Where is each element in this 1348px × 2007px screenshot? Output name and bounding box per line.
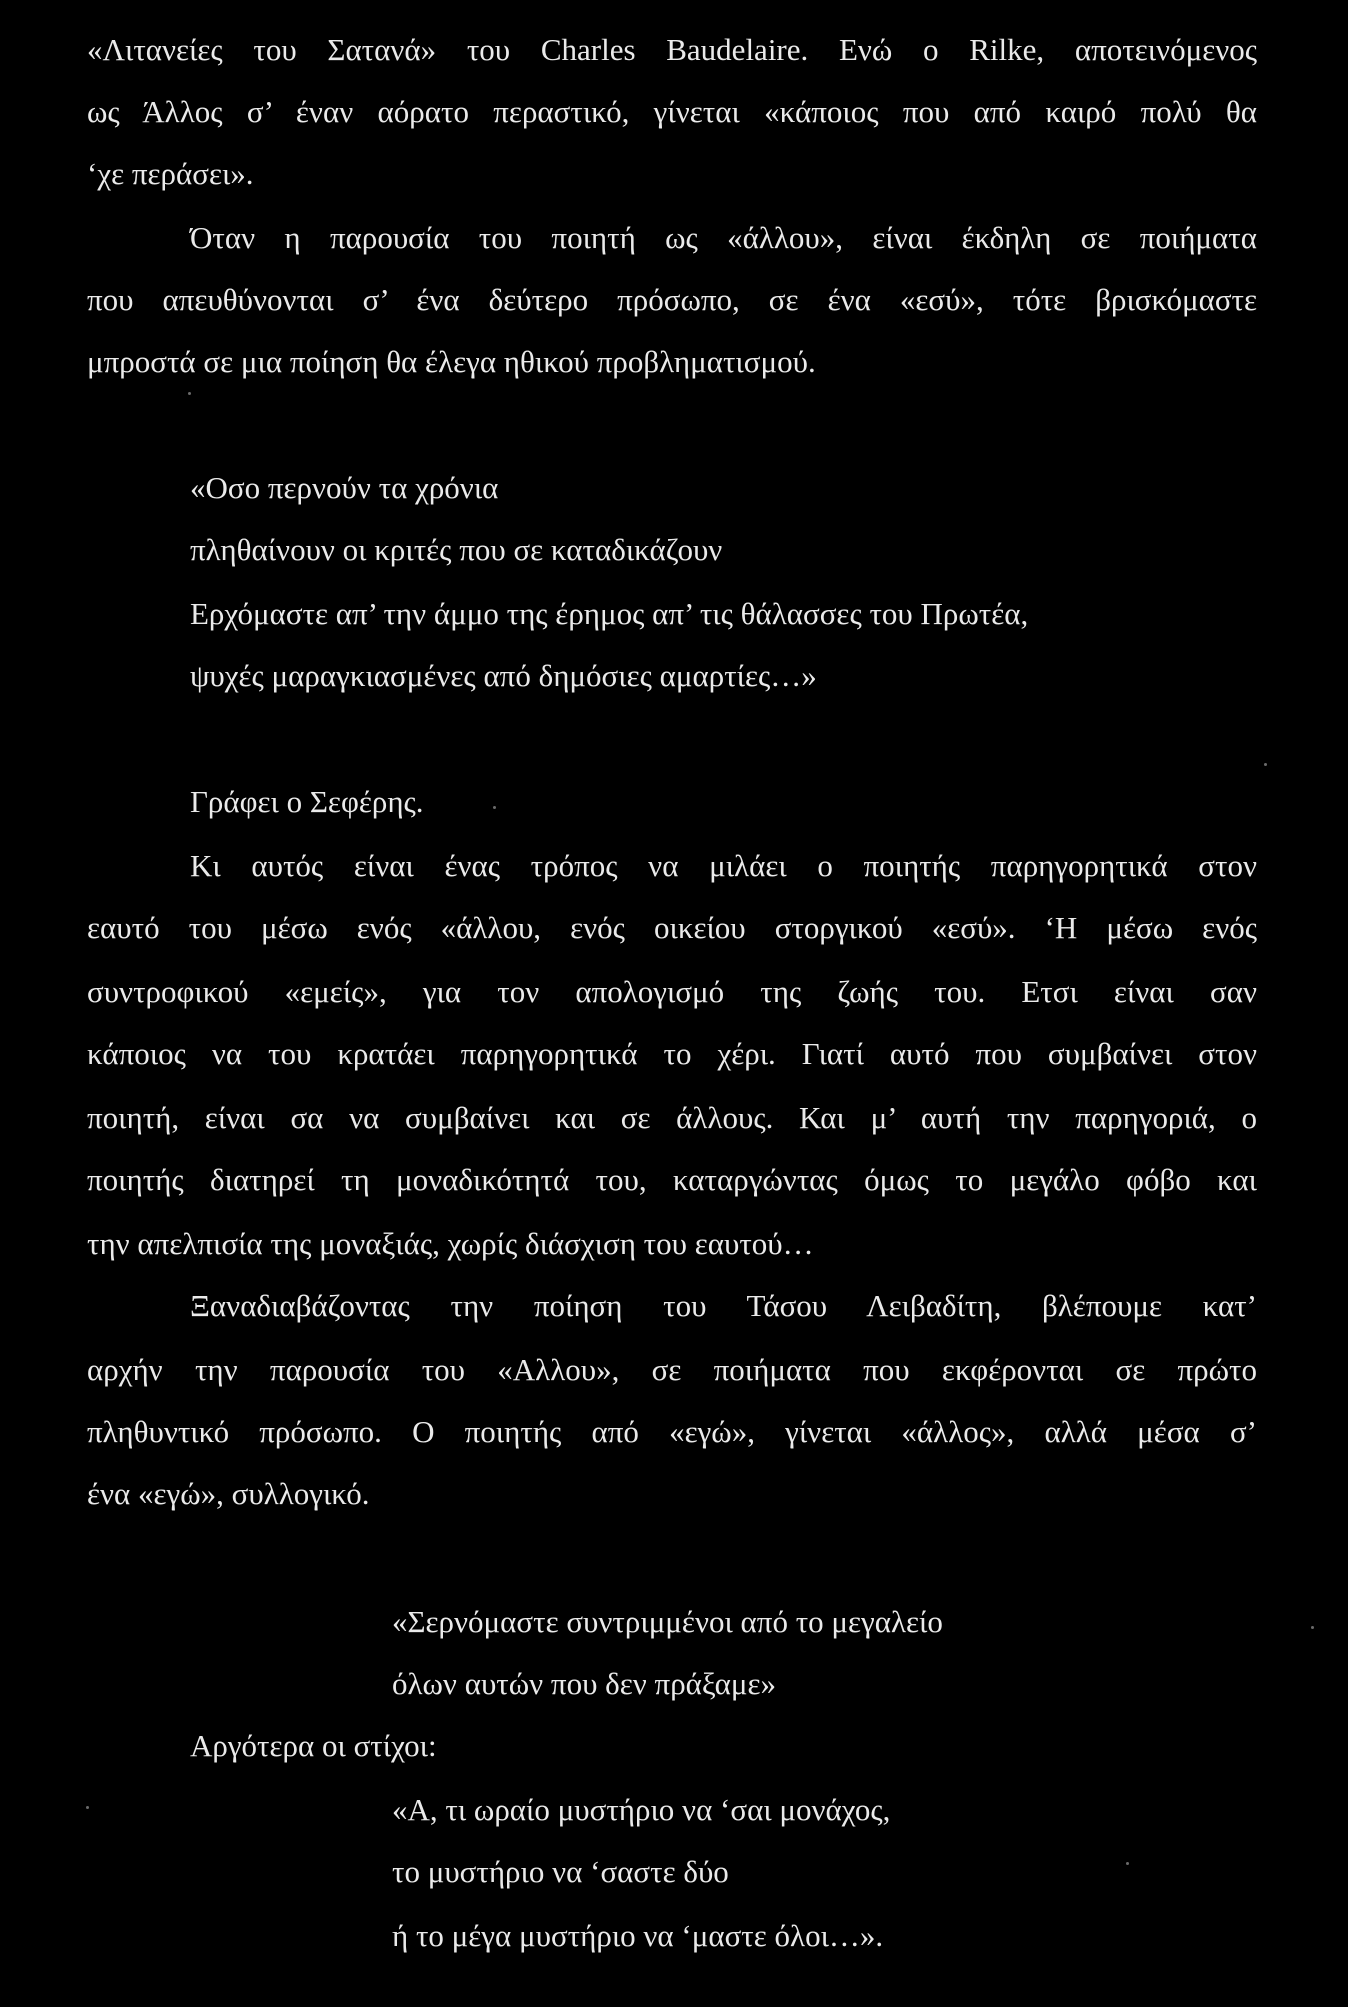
paragraph-3-line-7: την απελπισία της μοναξιάς, χωρίς διάσχιση του εαυτού… <box>87 1226 814 1261</box>
paragraph-1-line-3: ‘χε περάσει». <box>87 156 254 191</box>
scan-speck <box>1311 1626 1314 1629</box>
paragraph-3-line-2: εαυτό του μέσω ενός «άλλου, ενός οικείου στοργικού «εσύ». ‘Η μέσω ενός <box>87 910 1257 945</box>
paragraph-4-line-1: Ξαναδιαβάζοντας την ποίηση του Τάσου Λειβαδίτη, βλέπουμε κατ’ <box>190 1288 1257 1323</box>
paragraph-4-line-4: ένα «εγώ», συλλογικό. <box>87 1476 370 1511</box>
quote-1-line-2: πληθαίνουν οι κριτές που σε καταδικάζουν <box>190 532 723 567</box>
quote-2-line-1: «Σερνόμαστε συντριμμένοι από το μεγαλείο <box>392 1604 943 1639</box>
quote-1-line-3: Ερχόμαστε απ’ την άμμο της έρημος απ’ τις θάλασσες του Πρωτέα, <box>190 596 1029 631</box>
later-verses-intro: Αργότερα οι στίχοι: <box>190 1728 437 1763</box>
scan-speck <box>188 392 191 395</box>
paragraph-1-line-2: ως Άλλος σ’ έναν αόρατο περαστικό, γίνεται «κάποιος που από καιρό πολύ θα <box>87 94 1257 129</box>
paragraph-3-line-1: Κι αυτός είναι ένας τρόπος να μιλάει ο ποιητής παρηγορητικά στον <box>190 848 1257 883</box>
quote-3-line-2: το μυστήριο να ‘σαστε δύο <box>392 1854 729 1889</box>
paragraph-2-line-1: Όταν η παρουσία του ποιητή ως «άλλου», είναι έκδηλη σε ποιήματα <box>190 220 1257 255</box>
quote-3-line-3: ή το μέγα μυστήριο να ‘μαστε όλοι…». <box>392 1918 884 1953</box>
scan-speck <box>1126 1862 1129 1865</box>
quote-3-line-1: «Α, τι ωραίο μυστήριο να ‘σαι μονάχος, <box>392 1792 891 1827</box>
paragraph-1-line-1: «Λιτανείες του Σατανά» του Charles Baudelaire. Ενώ ο Rilke, αποτεινόμενος <box>87 32 1257 67</box>
paragraph-4-line-2: αρχήν την παρουσία του «Αλλου», σε ποιήματα που εκφέρονται σε πρώτο <box>87 1352 1257 1387</box>
paragraph-2-line-2: που απευθύνονται σ’ ένα δεύτερο πρόσωπο, σε ένα «εσύ», τότε βρισκόμαστε <box>87 282 1257 317</box>
quote-2-line-2: όλων αυτών που δεν πράξαμε» <box>392 1666 776 1701</box>
attribution-seferis: Γράφει ο Σεφέρης. <box>190 784 424 819</box>
scan-speck <box>86 1806 89 1809</box>
scan-speck <box>1264 763 1267 766</box>
paragraph-3-line-3: συντροφικού «εμείς», για τον απολογισμό της ζωής του. Ετσι είναι σαν <box>87 974 1257 1009</box>
paragraph-4-line-3: πληθυντικό πρόσωπο. Ο ποιητής από «εγώ», γίνεται «άλλος», αλλά μέσα σ’ <box>87 1414 1257 1449</box>
paragraph-3-line-5: ποιητή, είναι σα να συμβαίνει και σε άλλους. Και μ’ αυτή την παρηγοριά, ο <box>87 1100 1257 1135</box>
scan-speck <box>493 806 496 809</box>
paragraph-3-line-6: ποιητής διατηρεί τη μοναδικότητά του, καταργώντας όμως το μεγάλο φόβο και <box>87 1162 1257 1197</box>
paragraph-2-line-3: μπροστά σε μια ποίηση θα έλεγα ηθικού προβληματισμού. <box>87 344 816 379</box>
quote-1-line-1: «Οσο περνούν τα χρόνια <box>190 470 499 505</box>
paragraph-3-line-4: κάποιος να του κρατάει παρηγορητικά το χέρι. Γιατί αυτό που συμβαίνει στον <box>87 1036 1257 1071</box>
quote-1-line-4: ψυχές μαραγκιασμένες από δημόσιες αμαρτίες…» <box>190 658 817 693</box>
